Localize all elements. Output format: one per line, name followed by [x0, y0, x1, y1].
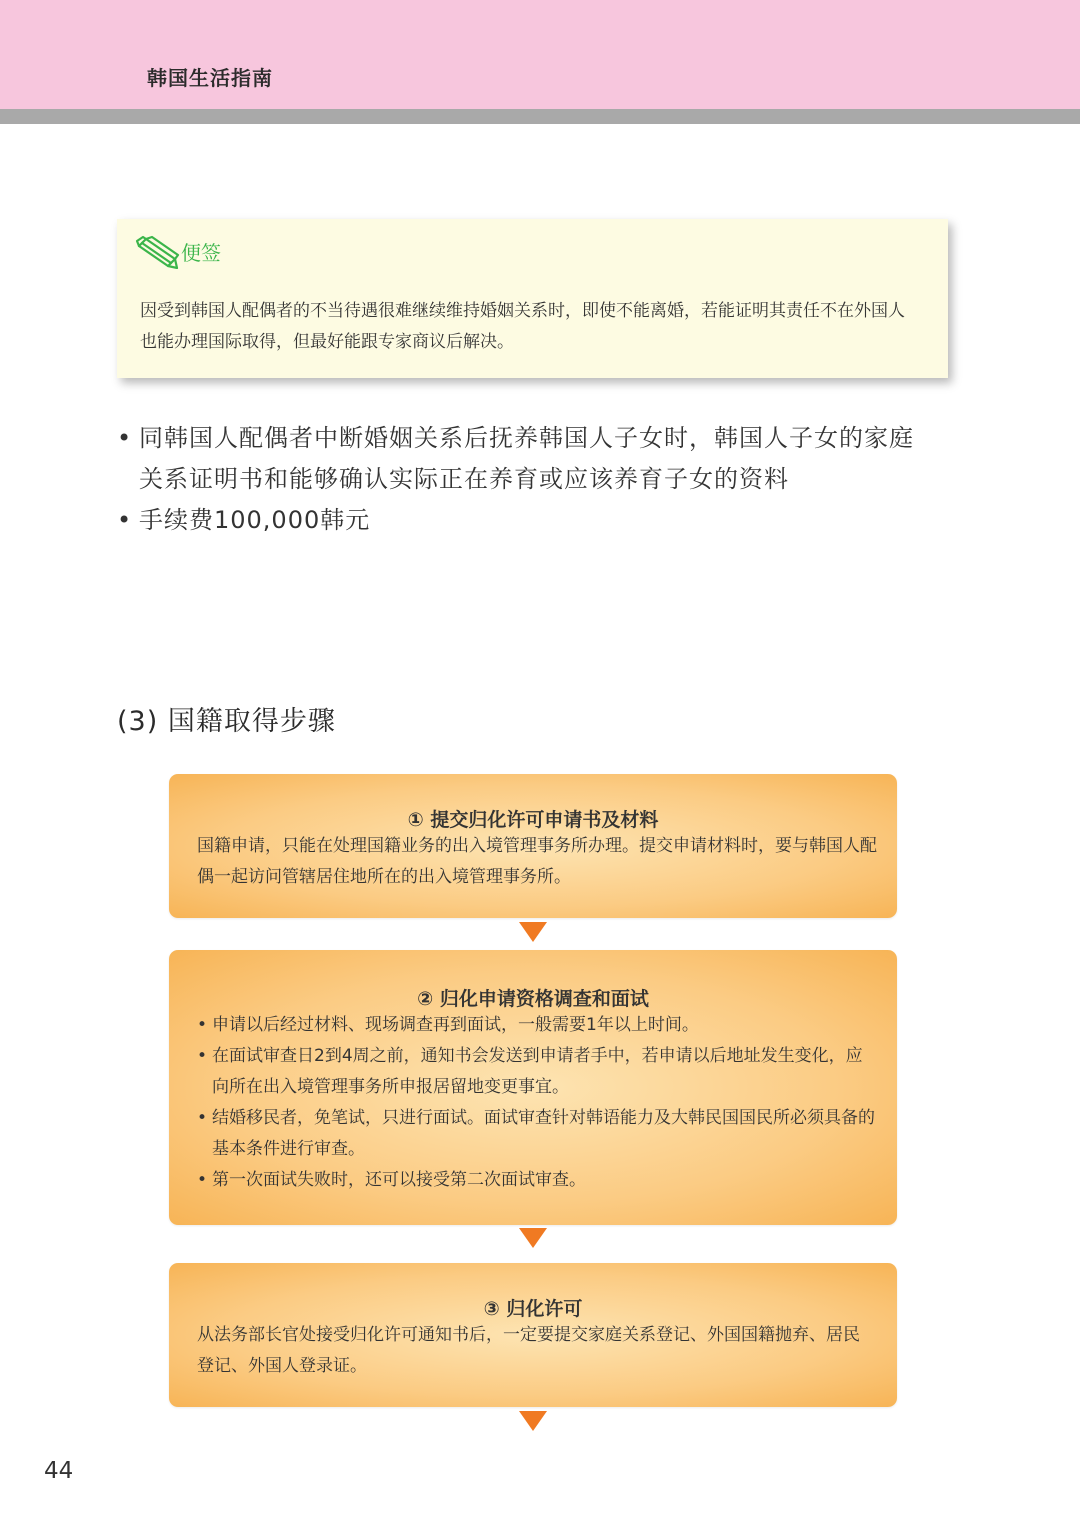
note-line: 因受到韩国人配偶者的不当待遇很难继续维持婚姻关系时，即使不能离婚，若能证明其责任不在外国人 [140, 301, 905, 321]
note-title: 便签 [181, 241, 221, 265]
step-line: • 申请以后经过材料、现场调查再到面试，一般需要1年以上时间。 [212, 1015, 699, 1035]
page-header [0, 0, 1080, 109]
step-title: ① 提交归化许可申请书及材料 [407, 809, 659, 831]
step-box-3 [169, 1263, 897, 1407]
list-item-line: • 手续费100,000韩元 [139, 506, 371, 534]
step-line: 向所在出入境管理事务所申报居留地变更事宜。 [212, 1077, 569, 1097]
step-bullet [197, 1103, 887, 1165]
list-item-line: • 同韩国人配偶者中断婚姻关系后抚养韩国人子女时，韩国人子女的家庭 [139, 424, 914, 452]
step-line: 从法务部长官处接受归化许可通知书后，一定要提交家庭关系登记、外国国籍抛弃、居民 [197, 1325, 860, 1345]
header-divider [0, 109, 1080, 124]
step-line: 登记、外国人登录证。 [197, 1356, 367, 1376]
step-line: 偶一起访问管辖居住地所在的出入境管理事务所。 [197, 867, 571, 887]
step-bullet [197, 1165, 887, 1196]
step-bullet [197, 1041, 887, 1103]
step-box-1 [169, 774, 897, 918]
header-title: 韩国生活指南 [147, 66, 273, 90]
list-item-line: 关系证明书和能够确认实际正在养育或应该养育子女的资料 [139, 465, 789, 493]
step-title: ② 归化申请资格调查和面试 [417, 988, 649, 1010]
step-box-2 [169, 950, 897, 1225]
list-item [117, 500, 967, 541]
step-bullet [197, 1010, 887, 1041]
pencil-icon [135, 233, 181, 269]
step-line: • 第一次面试失败时，还可以接受第二次面试审查。 [212, 1170, 586, 1190]
arrow-down-icon [519, 1411, 547, 1431]
arrow-down-icon [519, 922, 547, 942]
step-line: • 在面试审查日2到4周之前，通知书会发送到申请者手中，若申请以后地址发生变化，应 [212, 1046, 863, 1066]
arrow-down-icon [519, 1228, 547, 1248]
page-number: 44 [44, 1458, 74, 1484]
step-line: 基本条件进行审查。 [212, 1139, 365, 1159]
step-body [197, 1320, 887, 1382]
step-line: • 结婚移民者，免笔试，只进行面试。面试审查针对韩语能力及大韩民国国民所必须具备的 [212, 1108, 875, 1128]
step-title: ③ 归化许可 [483, 1298, 583, 1320]
step-body [197, 831, 887, 893]
list-item [117, 418, 967, 500]
requirements-list [117, 418, 967, 541]
step-line: 国籍申请，只能在处理国籍业务的出入境管理事务所办理。提交申请材料时，要与韩国人配 [197, 836, 877, 856]
note-text [140, 296, 940, 358]
step-body [197, 1010, 887, 1196]
note-box [117, 219, 948, 378]
section-title: (3) 国籍取得步骤 [117, 706, 336, 737]
note-line: 也能办理国际取得，但最好能跟专家商议后解决。 [140, 332, 514, 352]
